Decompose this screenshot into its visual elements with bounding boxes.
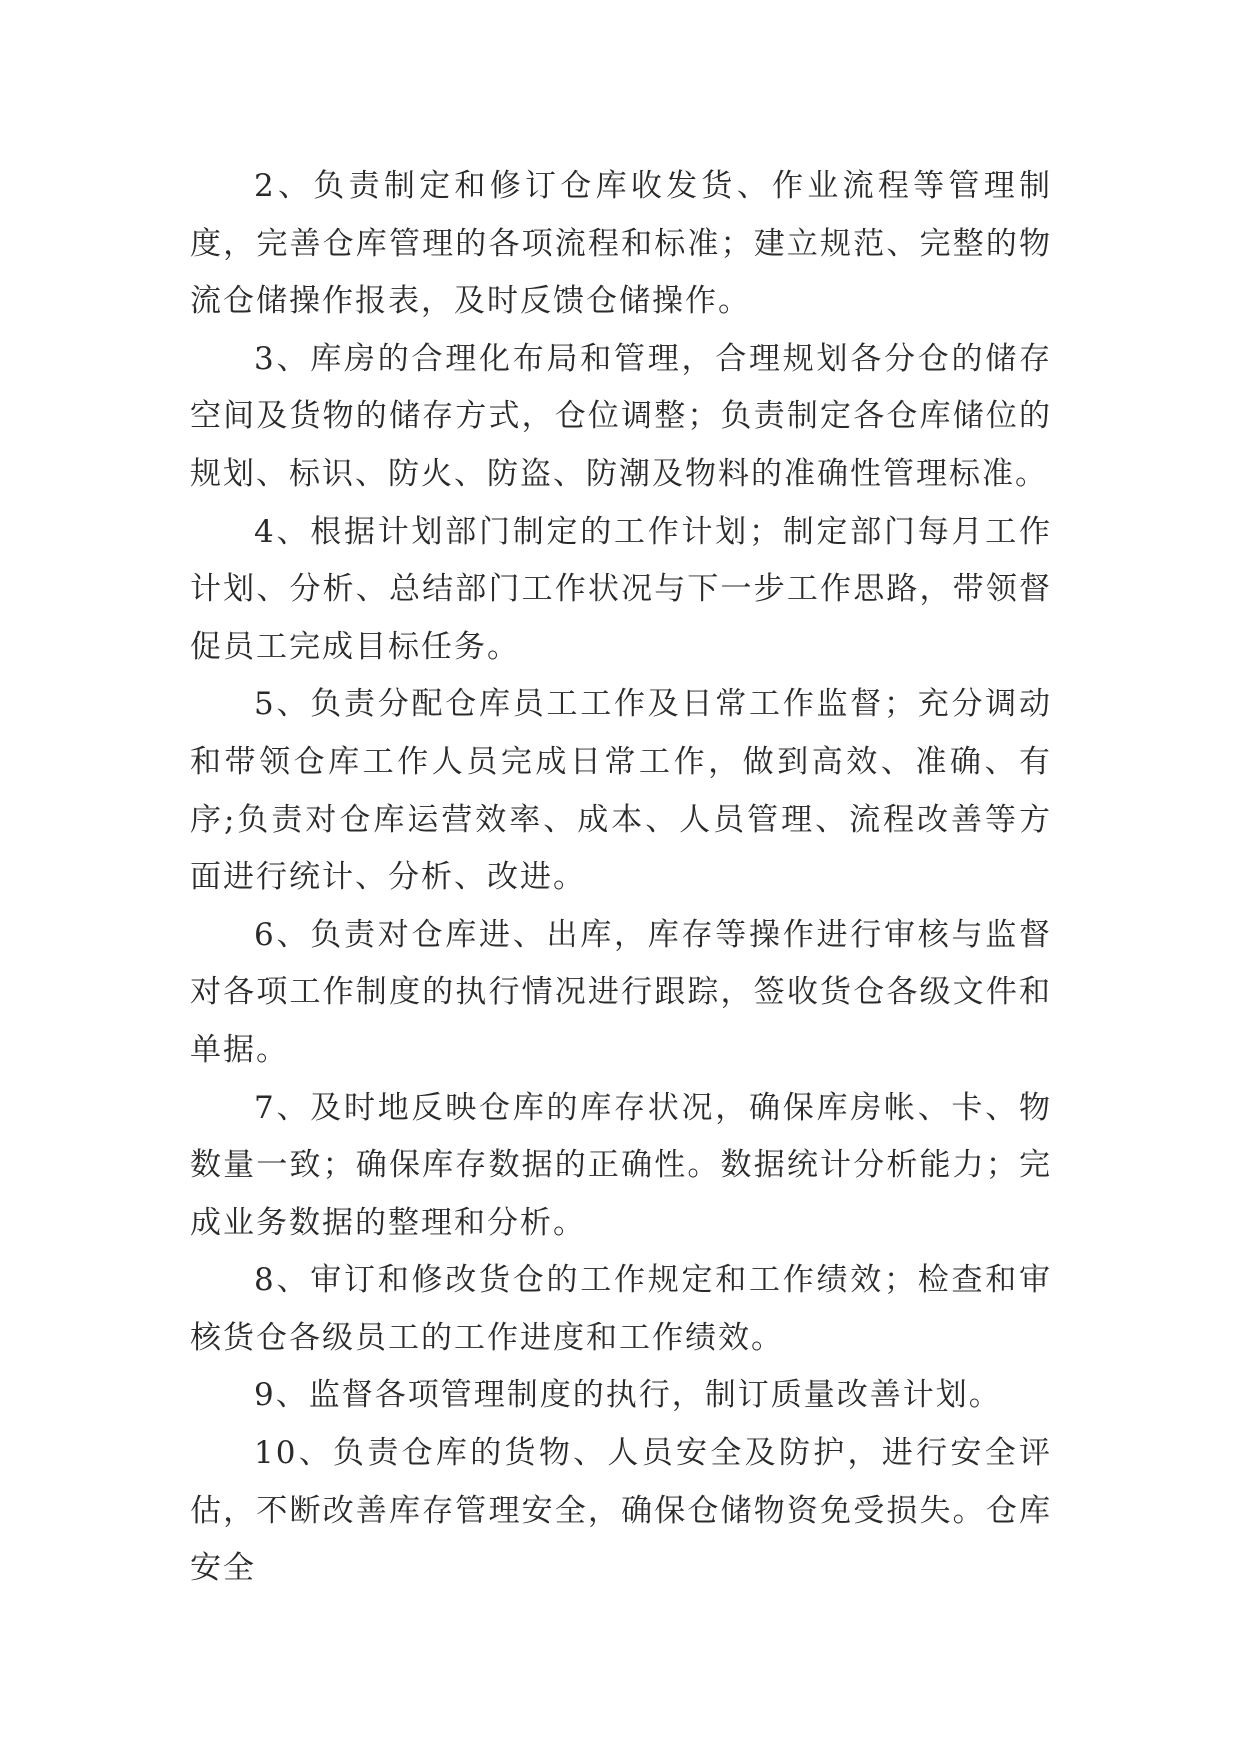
- paragraph-item-5: 5、负责分配仓库员工工作及日常工作监督；充分调动和带领仓库工作人员完成日常工作，做到高效、准确、有序;负责对仓库运营效率、成本、人员管理、流程改善等方面进行统计、分析、改进。: [190, 686, 1052, 896]
- paragraph-item-4: 4、根据计划部门制定的工作计划；制定部门每月工作计划、分析、总结部门工作状况与下一步工作思路，带领督促员工完成目标任务。: [190, 513, 1052, 665]
- paragraph-item-10: 10、负责仓库的货物、人员安全及防护，进行安全评估，不断改善库存管理安全，确保仓储物资免受损失。仓库安全: [190, 1435, 1052, 1587]
- paragraph-item-3: 3、库房的合理化布局和管理，合理规划各分仓的储存空间及货物的储存方式，仓位调整；负责制定各仓库储位的规划、标识、防火、防盗、防潮及物料的准确性管理标准。: [190, 340, 1052, 492]
- paragraph-item-7: 7、及时地反映仓库的库存状况，确保库房帐、卡、物数量一致；确保库存数据的正确性。数据统计分析能力；完成业务数据的整理和分析。: [190, 1089, 1052, 1241]
- paragraph-item-9: 9、监督各项管理制度的执行，制订质量改善计划。: [254, 1377, 1002, 1414]
- paragraph-item-6: 6、负责对仓库进、出库，库存等操作进行审核与监督对各项工作制度的执行情况进行跟踪，签收货仓各级文件和单据。: [190, 916, 1052, 1068]
- paragraph-item-8: 8、审订和修改货仓的工作规定和工作绩效；检查和审核货仓各级员工的工作进度和工作绩效。: [190, 1262, 1052, 1356]
- document-body: [190, 158, 1052, 1598]
- paragraph-item-2: 2、负责制定和修订仓库收发货、作业流程等管理制度，完善仓库管理的各项流程和标准；建立规范、完整的物流仓储操作报表，及时反馈仓储操作。: [190, 168, 1052, 320]
